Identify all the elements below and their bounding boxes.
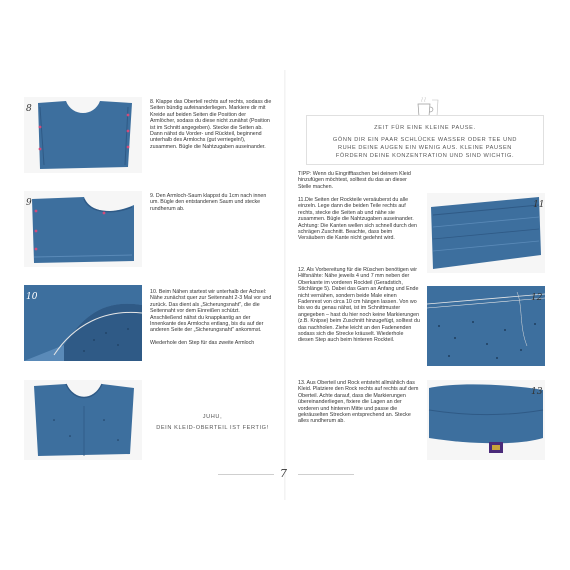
step-10-number: 10 [26, 292, 38, 302]
photo-finished-bodice [24, 380, 142, 460]
break-tip-title: ZEIT FÜR EINE KLEINE PAUSE. [374, 125, 476, 131]
page-number: 7 [280, 467, 287, 480]
step-9-number: 9 [26, 198, 32, 208]
step-12-text [298, 267, 420, 350]
break-tip-body: GÖNN DIR EIN PAAR SCHLÜCKE WASSER ODER TEE UND RUHE DEINE AUGEN EIN WENIG AUS. KLEINE PAUSEN FÖRDERN DEINE KONZENTRATION UND SIND WICHTIG. [332, 137, 518, 159]
step-13-number: 13 [531, 387, 543, 397]
page-gutter [284, 70, 286, 500]
step-10-repeat-note: Wiederhole den Step für das zweite Armloch [150, 339, 255, 346]
photo-finished-bodice-image [24, 380, 142, 460]
photo-step-9-image [24, 191, 142, 267]
step-9-paragraph: 9. Den Armloch-Saum klappst du 1cm nach innen um. Bügle den entstandenen Saum und stecke rundherum ab. [150, 193, 267, 212]
photo-step-9 [24, 191, 142, 267]
step-8-paragraph: 8. Klappe das Oberteil rechts auf rechts, sodass die Seiten bündig aufeinanderliegen. Markiere dir mit Kreide auf beiden Seiten die Position der Armlöcher, sodass du diese nicht zunähst (Position ist im Schnitt angegeben). Stecke die Seiten ab. Dann nähst du Vorder- und Rückteil, beginnend unterhalb des Armlochs (gut verriegeln!), zusammen. Bügle die Nahtzugaben auseinander. [150, 99, 272, 150]
photo-step-12-image [427, 286, 545, 366]
photo-step-10 [24, 285, 142, 361]
photo-step-11 [427, 193, 545, 273]
photo-step-8 [24, 97, 142, 173]
juhu-line-1: JUHU, [202, 414, 223, 420]
photo-step-8-image [24, 97, 142, 173]
bodice-finished-message [155, 412, 270, 434]
footer-rule-left [218, 474, 274, 475]
photo-step-13-image [427, 380, 545, 460]
step-12-paragraph: 12. Als Vorbereitung für die Rüschen benötigen wir Hilfsnähte: Nähe jeweils 4 und 7 mm neben der Oberkante im vorderen Rockteil (Geradstich, Stichlänge 5). Dabei das Garn an Anfang und Ende nicht vernähen, sondern beide Male einen Fadenrest von circa 10 cm hängen lassen. Von wo bis wo du genau nähst, ist im Schnittmuster angegeben – hast du hier noch keine Markierungen (z.B. Knipse) beim Zuschnitt hinzugefügt, solltest du das nachholen. Ziehe leicht an den Fadenenden sodass sich die Strecke kräuselt. Wiederhole diesen Step auch beim hinteren Rockteil. [298, 267, 420, 344]
photo-step-10-image [24, 285, 142, 361]
juhu-line-2: DEIN KLEID-OBERTEIL IST FERTIG! [156, 425, 269, 431]
footer-rule-right [298, 474, 354, 475]
step-8-number: 8 [26, 104, 32, 114]
step-13-text [298, 380, 420, 431]
step-10-text [150, 289, 272, 352]
step-11-text [298, 197, 420, 248]
step-11-number: 11 [533, 200, 545, 210]
photo-step-13 [427, 380, 545, 460]
photo-step-12 [427, 286, 545, 366]
step-10-paragraph: 10. Beim Nähen startest wir unterhalb der Achsel: Nähe zunächst quer zur Seitennaht 2-3 Mal vor und zurück. Das dient als „Sicherungsnaht", die die Seitennaht vor dem Einreißen schützt. Anschließend nähst du knappkantig an der Innenkante des Armlochs entlang, bis du auf der anderen Seite der „Sicherungsnaht" ankommst. [150, 289, 272, 334]
break-tip-box [306, 115, 544, 165]
pocket-tip-paragraph: TIPP: Wenn du Eingrifftaschen bei deinem Kleid hinzufügen möchtest, solltest du das an dieser Stelle machen. [298, 171, 411, 190]
step-13-paragraph: 13. Aus Oberteil und Rock entsteht allmählich das Kleid. Platziere den Rock rechts auf rechts auf dem Oberteil. Achte darauf, dass die Markierungen übereinanderliegen, fixiere die Lagen an der vorderen und hinteren Mitte und passe die gekräuselten Strecken entsprechend an. Stecke alles rundherum ab. [298, 380, 419, 425]
photo-step-11-image [427, 193, 545, 273]
step-9-text [150, 193, 272, 218]
step-11-paragraph: 11.Die Seiten der Rockteile versäuberst du alle einzeln. Lege dann die beiden Teile rechts auf rechts, stecke die Seiten ab und nähe sie zusammen. Bügle die Nahtzugaben auseinander. Achtung: Die Kanten wellen sich schnell durch den schrägen Zuschnitt. Beachte, dass beim Versäubern die Kante nicht gedehnt wird. [298, 197, 417, 242]
pocket-tip [298, 171, 420, 196]
step-8-text [150, 99, 272, 156]
step-12-number: 12 [531, 293, 543, 303]
